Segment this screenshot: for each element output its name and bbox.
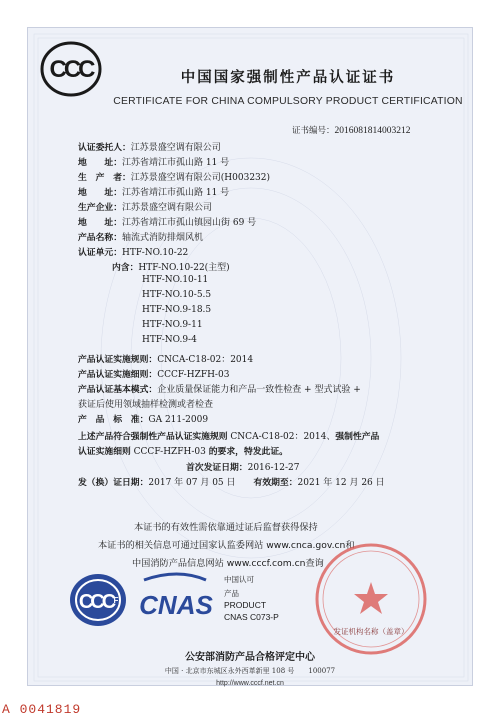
svg-text:CCC: CCC	[49, 56, 93, 83]
product-name-label: 产品名称：	[78, 233, 122, 243]
issuer-website: http://www.cccf.net.cn	[216, 680, 284, 687]
conformity-rule: CNCA-C18-02：2014、	[227, 432, 336, 442]
manufacturer-address-value: 江苏省靖江市孤山路 11 号	[122, 188, 230, 198]
applicant-address-label: 地 址：	[78, 158, 122, 168]
accredit-en2: CNAS C073-P	[224, 612, 279, 622]
manufacturer-address-row	[78, 185, 229, 198]
certificate-number-label: 证书编号：	[292, 126, 335, 136]
notice-cnca-site: 本证书的相关信息可通过国家认监委网站 www.cnca.gov.cn和	[98, 540, 355, 551]
applicant-value: 江苏景盛空调有限公司	[130, 143, 221, 153]
manufacturer-label: 生 产 者：	[78, 173, 131, 183]
model-item: HTF-NO.9-11	[142, 320, 203, 330]
issuing-authority: 公安部消防产品合格评定中心	[185, 652, 315, 663]
valid-label: 有效期至：	[253, 478, 298, 488]
seal-caption: 发证机构名称（盖章）	[333, 627, 409, 636]
accredit-cn2: 产品	[224, 589, 239, 598]
issue-date: 2017 年 07 月 05 日	[148, 478, 236, 488]
issuer-address: 中国 · 北京市东城区永外西革新里 108 号 100077	[164, 667, 336, 675]
factory-label: 生产企业：	[78, 203, 122, 213]
first-issue-row	[186, 460, 299, 473]
unit-value: HTF-NO.10-22	[122, 248, 189, 258]
issue-label: 发（换）证日期：	[78, 478, 149, 488]
detail-rule-row	[78, 367, 229, 380]
model-item: HTF-NO.10-11	[142, 275, 209, 285]
standard-row	[78, 412, 208, 425]
cccf-mark-icon	[70, 574, 126, 626]
detail-rule-label: 产品认证实施细则：	[78, 370, 158, 380]
includes-row	[112, 260, 230, 273]
manufacturer-row	[78, 170, 270, 183]
mode-value-line1: 企业质量保证能力和产品一致性检查 + 型式试验 +	[157, 385, 361, 395]
applicant-row	[78, 140, 221, 153]
certificate-number-value: 2016081814003212	[334, 126, 411, 136]
cnas-logo-icon	[139, 574, 213, 620]
manufacturer-address-label: 地 址：	[78, 188, 122, 198]
standard-value: GA 211-2009	[148, 415, 209, 425]
mode-value-line2: 获证后使用领域抽样检测或者检查	[78, 400, 214, 410]
includes-label: 内含：	[112, 263, 139, 273]
conformity-text: 上述产品符合强制性产品认证实施规则	[78, 432, 228, 442]
ccc-logo	[40, 40, 102, 98]
first-issue-date: 2016-12-27	[247, 463, 300, 473]
official-seal-icon	[312, 540, 430, 658]
accredit-en1: PRODUCT	[224, 600, 267, 610]
conformity-text: 认证实施细则	[78, 447, 131, 457]
conformity-line1	[78, 429, 379, 442]
conformity-text: 的要求，特发此证。	[208, 447, 288, 457]
first-issue-label: 首次发证日期：	[186, 463, 248, 473]
notice-validity: 本证书的有效性需依靠通过证后监督获得保持	[134, 522, 318, 533]
factory-address-row	[78, 215, 256, 228]
applicant-label: 认证委托人：	[78, 143, 131, 153]
model-item: HTF-NO.10-5.5	[142, 290, 212, 300]
factory-address-label: 地 址：	[78, 218, 122, 228]
rule-row	[78, 352, 253, 365]
applicant-address-value: 江苏省靖江市孤山路 11 号	[122, 158, 230, 168]
title-chinese: 中国国家强制性产品认证证书	[180, 70, 396, 86]
accredit-cn1: 中国认可	[224, 575, 254, 584]
model-item: HTF-NO.9-18.5	[142, 305, 212, 315]
svg-text:F: F	[113, 596, 119, 605]
rule-label: 产品认证实施规则：	[78, 355, 158, 365]
title-english: CERTIFICATE FOR CHINA COMPULSORY PRODUCT CERTIFICATION	[113, 96, 463, 107]
detail-rule-value: CCCF-HZFH-03	[157, 370, 230, 380]
serial-number: A 0041819	[2, 702, 82, 717]
mode-row	[78, 382, 361, 395]
model-item: HTF-NO.9-4	[142, 335, 197, 345]
cnas-text: CNAS	[139, 590, 213, 620]
product-name-value: 轴流式消防排烟风机	[122, 233, 204, 243]
factory-row	[78, 200, 212, 213]
factory-value: 江苏景盛空调有限公司	[122, 203, 213, 213]
applicant-address-row	[78, 155, 229, 168]
product-name-row	[78, 230, 203, 243]
svg-text:CCC: CCC	[78, 591, 114, 613]
mode-label: 产品认证基本模式：	[78, 385, 158, 395]
model-item: HTF-NO.10-22(主型)	[138, 263, 230, 273]
standard-label: 产 品 标 准：	[78, 415, 149, 425]
factory-address-value: 江苏省靖江市孤山镇园山街 69 号	[122, 218, 257, 228]
conformity-detail-rule: CCCF-HZFH-03	[130, 447, 209, 457]
certificate-number	[292, 124, 411, 136]
conformity-text: 强制性产品	[335, 432, 380, 442]
unit-label: 认证单元：	[78, 248, 122, 258]
unit-row	[78, 245, 188, 258]
manufacturer-value: 江苏景盛空调有限公司(H003232)	[130, 173, 271, 183]
issue-row	[78, 475, 385, 488]
valid-date: 2021 年 12 月 26 日	[297, 478, 385, 488]
conformity-line2	[78, 444, 288, 457]
rule-value: CNCA-C18-02：2014	[157, 355, 254, 365]
notice-cccf-site: 中国消防产品信息网站 www.cccf.com.cn查询	[132, 558, 324, 569]
